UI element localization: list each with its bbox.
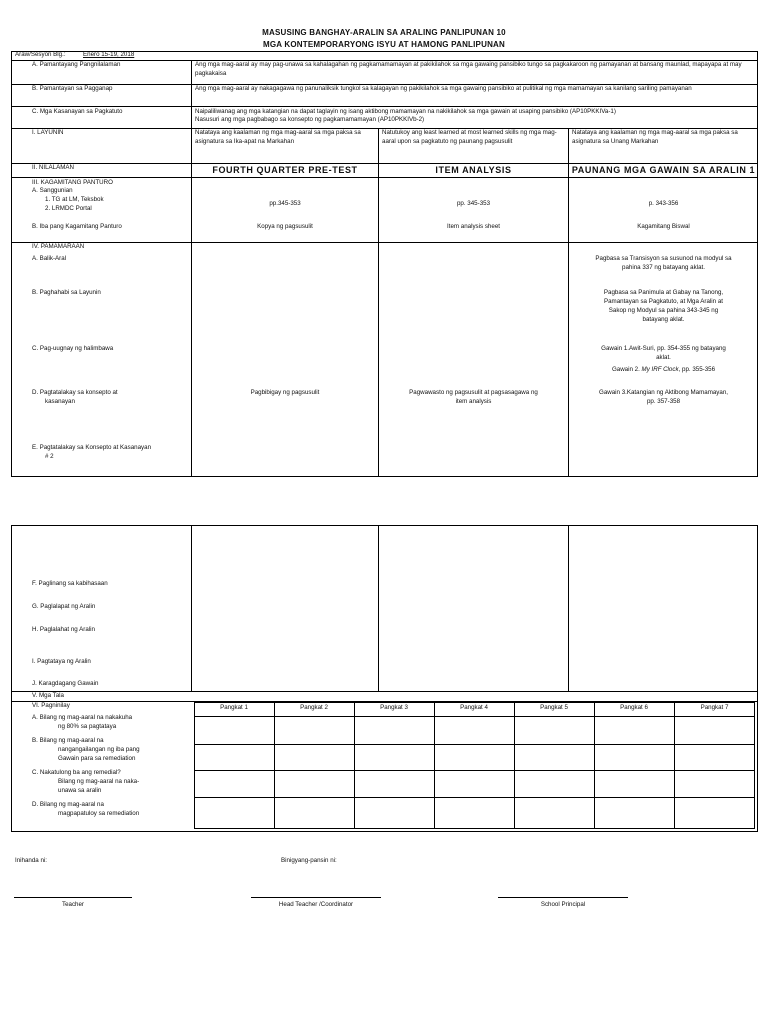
vi-c1: C. Nakatulong ba ang remedial? — [32, 769, 121, 776]
vi-c2: Bilang ng mag-aaral na naka- — [58, 778, 140, 785]
pangkat-grid — [194, 702, 755, 829]
part2-vi: VI. Pagninilay — [32, 702, 70, 709]
kagamitan-label: III. KAGAMITANG PANTURO — [32, 179, 113, 186]
pamamaraan-a-col3a: Pagbasa sa Transisyon sa susunod na modyul sa — [595, 255, 732, 262]
pamamaraan-b-col3a: Pagbasa sa Panimula at Gabay na Tanong, — [603, 289, 724, 296]
layunin-label: I. LAYUNIN — [32, 129, 64, 136]
pamamaraan-d-col3a: Gawain 3.Katangian ng Aktibong Mamamayan, — [599, 389, 728, 396]
nilalaman-col2: ITEM ANALYSIS — [435, 165, 512, 175]
head-teacher-label: Head Teacher /Coordinator — [278, 901, 354, 908]
teacher-signature-line — [14, 897, 132, 898]
vi-b3: Gawain para sa remediation — [58, 755, 136, 762]
kagamitan-b: B. Iba pang Kagamitang Panturo — [32, 223, 122, 230]
teacher-label: Teacher — [61, 901, 84, 908]
session-label: Araw/Sesyon Blg.: — [15, 51, 66, 58]
nilalaman-col3: PAUNANG MGA GAWAIN SA ARALIN 1 — [571, 165, 756, 175]
pamamaraan-b-col3d: batayang aklat. — [642, 316, 685, 323]
row-b-label: B. Pamantayan sa Pagganap — [32, 85, 113, 92]
row-b-text: Ang mga mag-aaral ay nakagagawa ng panunaliksik tungkol sa kalagayan ng pakikilahok sa mga gawaing pansibiko at pulitikal ng mga mamamayan sa kanilang sariling pamayanan — [195, 85, 692, 92]
vi-b1: B. Bilang ng mag-aaral na — [32, 737, 104, 744]
vi-c3: unawa sa aralin — [58, 787, 102, 794]
part2-i: I. Pagtataya ng Aralin — [32, 658, 91, 665]
kagamitan-a: A. Sanggunian — [32, 187, 73, 194]
pamamaraan-label: IV. PAMAMARAAN — [32, 243, 85, 250]
kagamitan-a1: 1. TG at LM, Teksbok — [45, 196, 104, 203]
pangkat-5: Pangkat 5 — [540, 704, 568, 711]
kagamitan-r1c1: pp.345-353 — [269, 200, 301, 207]
head-signature-line — [251, 897, 381, 898]
part2-v: V. Mga Tala — [32, 692, 64, 699]
inihanda-label: Inihanda ni: — [15, 857, 47, 864]
row-a-text: Ang mga mag-aaral ay may pag-unawa sa kahalagahan ng pagkamamamayan at pakikilahok sa mga gawaing pansibiko tungo sa pagkakaroon ng pamayanan at bansang maunlad, mapayapa at may pagkakaisa — [195, 61, 742, 77]
pamamaraan-d-col1: Pagbibigay ng pagsusulit — [250, 389, 320, 396]
pangkat-6: Pangkat 6 — [620, 704, 648, 711]
document-title: MASUSING BANGHAY-ARALIN SA ARALING PANLIPUNAN 10 — [262, 28, 506, 37]
pamamaraan-c-col3b: aklat. — [656, 354, 671, 361]
row-c-text2: Nasusuri ang mga pagbabago sa konsepto ng pagkamamamayan (AP10PKKIVb-2) — [195, 116, 425, 123]
row-c-label: C. Mga Kasanayan sa Pagkatuto — [32, 108, 123, 115]
part2-j: J. Karagdagang Gawain — [32, 680, 99, 687]
pangkat-1: Pangkat 1 — [220, 704, 248, 711]
part2-f: F. Paglinang sa kabihasaan — [32, 580, 108, 587]
pamamaraan-c-col3c: Gawain 2. My IRF Clock, pp. 355-356 — [611, 366, 716, 373]
row-a-label: A. Pamantayang Pangnilalaman — [32, 61, 121, 68]
kagamitan-r2c2: Item analysis sheet — [447, 223, 500, 230]
binigyang-label: Binigyang-pansin ni: — [281, 857, 337, 864]
part2-g: G. Paglalapat ng Aralin — [32, 603, 96, 610]
nilalaman-col1: FOURTH QUARTER PRE-TEST — [212, 165, 358, 175]
nilalaman-label: II. NILALAMAN — [32, 164, 74, 171]
vi-b2: nangangailangan ng iba pang — [58, 746, 140, 753]
pangkat-4: Pangkat 4 — [460, 704, 488, 711]
pamamaraan-a-col3b: pahina 337 ng batayang aklat. — [622, 264, 705, 271]
pamamaraan-b: B. Paghahabi sa Layunin — [32, 289, 101, 296]
vi-a2: ng 80% sa pagtataya — [58, 723, 117, 730]
layunin-col1: Natataya ang kaalaman ng mga mag-aaral sa mga paksa sa asignatura sa Ika-apat na Markahan — [195, 129, 361, 145]
pamamaraan-c-col3a: Gawain 1.Awit-Suri, pp. 354-355 ng batayang — [601, 345, 726, 352]
vi-d1: D. Bilang ng mag-aaral na — [32, 801, 104, 808]
layunin-col3: Natataya ang kaalaman ng mga mag-aaral sa mga paksa sa asignatura sa Unang Markahan — [572, 129, 738, 145]
part2-h: H. Paglalahat ng Aralin — [32, 626, 95, 633]
pamamaraan-d-col2a: Pagwawasto ng pagsusulit at pagsasagawa ng — [409, 389, 538, 396]
pangkat-3: Pangkat 3 — [380, 704, 408, 711]
pamamaraan-b-col3b: Pamantayan sa Pagkatuto, at Mga Aralin at — [603, 298, 723, 305]
pangkat-7: Pangkat 7 — [700, 704, 729, 711]
pamamaraan-e2: # 2 — [45, 453, 54, 460]
kagamitan-a2: 2. LRMDC Portal — [45, 205, 92, 212]
pamamaraan-a: A. Balik-Aral — [32, 255, 67, 262]
row-c-text1: Naipaliliwanag ang mga katangian na dapat taglayin ng isang aktibong mamamayan na nakikilahok sa mga gawain at usaping pansibiko (AP10PKKIVa-1) — [195, 108, 616, 115]
pangkat-2: Pangkat 2 — [300, 704, 328, 711]
pamamaraan-d-col3b: pp. 357-358 — [646, 398, 681, 405]
kagamitan-r1c2: pp. 345-353 — [456, 200, 491, 207]
pamamaraan-c: C. Pag-uugnay ng halimbawa — [32, 345, 114, 352]
kagamitan-r1c3: p. 343-356 — [648, 200, 679, 207]
vi-a1: A. Bilang ng mag-aaral na nakakuha — [32, 714, 133, 721]
principal-label: School Principal — [540, 901, 586, 908]
vi-d2: magpapatuloy sa remediation — [58, 810, 140, 817]
pamamaraan-b-col3c: Sakop ng Modyul sa pahina 343-345 ng — [608, 307, 719, 314]
kagamitan-r2c3: Kagamitang Biswal — [637, 223, 690, 230]
document-subtitle: MGA KONTEMPORARYONG ISYU AT HAMONG PANLIPUNAN — [262, 40, 506, 49]
principal-signature-line — [498, 897, 628, 898]
pamamaraan-d2: kasanayan — [45, 398, 75, 405]
layunin-col2: Natutukoy ang least learned at most learned skills ng mga mag-aaral upon sa pagkatuto ng paunang pagsusulit — [382, 129, 557, 145]
pamamaraan-d1: D. Pagtatalakay sa konsepto at — [32, 389, 118, 396]
session-value: Enero 15-19, 2018 — [83, 51, 135, 58]
kagamitan-r2c1: Kopya ng pagsusulit — [257, 223, 313, 230]
pamamaraan-d-col2b: item analysis — [455, 398, 492, 405]
pamamaraan-e1: E. Pagtatalakay sa Konsepto at Kasanayan — [32, 444, 152, 451]
